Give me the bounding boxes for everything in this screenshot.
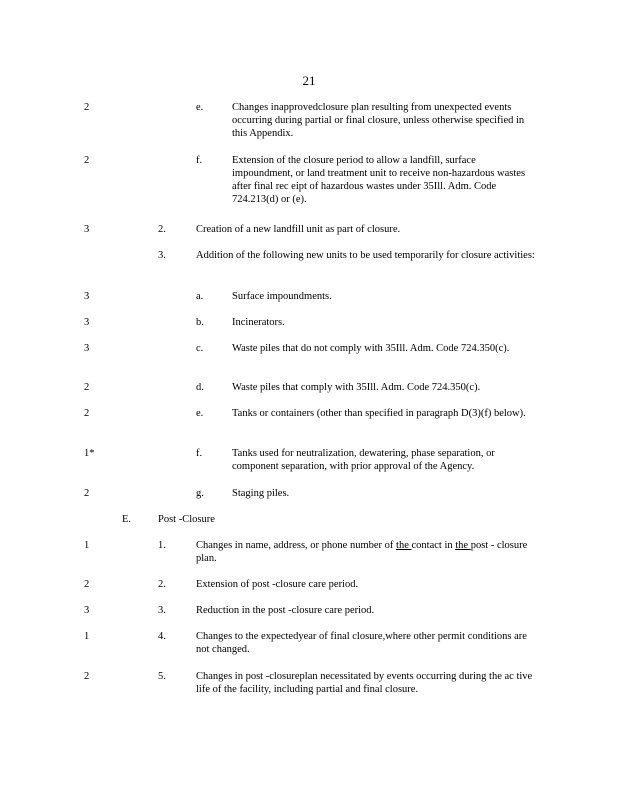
item-number: 2.: [158, 224, 166, 235]
item-letter: d.: [196, 382, 204, 393]
class-number: 1: [84, 540, 90, 551]
class-number: 2: [84, 408, 90, 419]
class-number: 3: [84, 605, 90, 616]
underlined-text: the: [455, 540, 471, 551]
item-text: Changes inapprovedclosure plan resulting from unexpected events occurring during partial or final closure, unless otherwise specified in this Appendix.: [232, 102, 525, 139]
item-text: Extension of post -closure care period.: [196, 579, 359, 590]
page-number: 21: [302, 73, 316, 88]
item-text: Waste piles that do not comply with 35Ill. Adm. Code 724.350(c).: [232, 343, 510, 354]
item-text: Incinerators.: [232, 317, 285, 328]
text-part: Changes in name, address, or phone number of: [196, 540, 397, 551]
item-letter: b.: [196, 317, 204, 328]
item-letter: e.: [196, 102, 204, 113]
class-number: 2: [84, 579, 90, 590]
item-letter: e.: [196, 408, 204, 419]
item-text: Staging piles.: [232, 488, 290, 499]
item-number: 2.: [158, 579, 166, 590]
item-letter: f.: [196, 155, 203, 166]
item-number: 3.: [158, 250, 166, 261]
item-text: Extension of the closure period to allow a landfill, surface impoundment, or land treatment unit to receive non-hazardous wastes after final rec eipt of hazardous wastes under 35Ill. Adm. Code 724.213(d) or (e).: [232, 155, 526, 205]
class-number: 2: [84, 382, 90, 393]
item-text: Tanks or containers (other than specified in paragraph D(3)(f) below).: [232, 408, 526, 419]
class-number: 2: [84, 155, 90, 166]
section-title: Post -Closure: [158, 514, 215, 525]
underlined-text: the: [396, 540, 412, 551]
item-text: Waste piles that comply with 35Ill. Adm. Code 724.350(c).: [232, 382, 481, 393]
class-number: 3: [84, 291, 90, 302]
section-letter: E.: [122, 514, 132, 525]
item-text: Tanks used for neutralization, dewatering, phase separation, or component separation, with prior approval of the Agency.: [232, 448, 495, 472]
item-text: Surface impoundments.: [232, 291, 332, 302]
class-number: 2: [84, 488, 90, 499]
text-part: contact in: [411, 540, 456, 551]
item-text: Addition of the following new units to be used temporarily for closure activities:: [196, 250, 535, 261]
class-number: 2: [84, 102, 90, 113]
item-letter: f.: [196, 448, 203, 459]
class-number: 3: [84, 317, 90, 328]
item-letter: c.: [196, 343, 204, 354]
item-letter: g.: [196, 488, 204, 499]
item-text: Creation of a new landfill unit as part of closure.: [196, 224, 401, 235]
class-number: 1: [84, 631, 90, 642]
item-text: Reduction in the post -closure care period.: [196, 605, 375, 616]
class-number: 1*: [84, 448, 95, 459]
item-text: Changes in post -closureplan necessitated by events occurring during the ac tive life of the facility, including partial and final closure.: [196, 671, 533, 695]
item-text: Changes to the expectedyear of final closure,where other permit conditions are not changed.: [196, 631, 527, 655]
text-part: post - closure plan.: [196, 540, 528, 564]
item-number: 5.: [158, 671, 166, 682]
item-text: [196, 539, 536, 565]
item-number: 1.: [158, 540, 166, 551]
item-number: 3.: [158, 605, 166, 616]
item-number: 4.: [158, 631, 166, 642]
class-number: 3: [84, 343, 90, 354]
item-letter: a.: [196, 291, 204, 302]
class-number: 2: [84, 671, 90, 682]
class-number: 3: [84, 224, 90, 235]
